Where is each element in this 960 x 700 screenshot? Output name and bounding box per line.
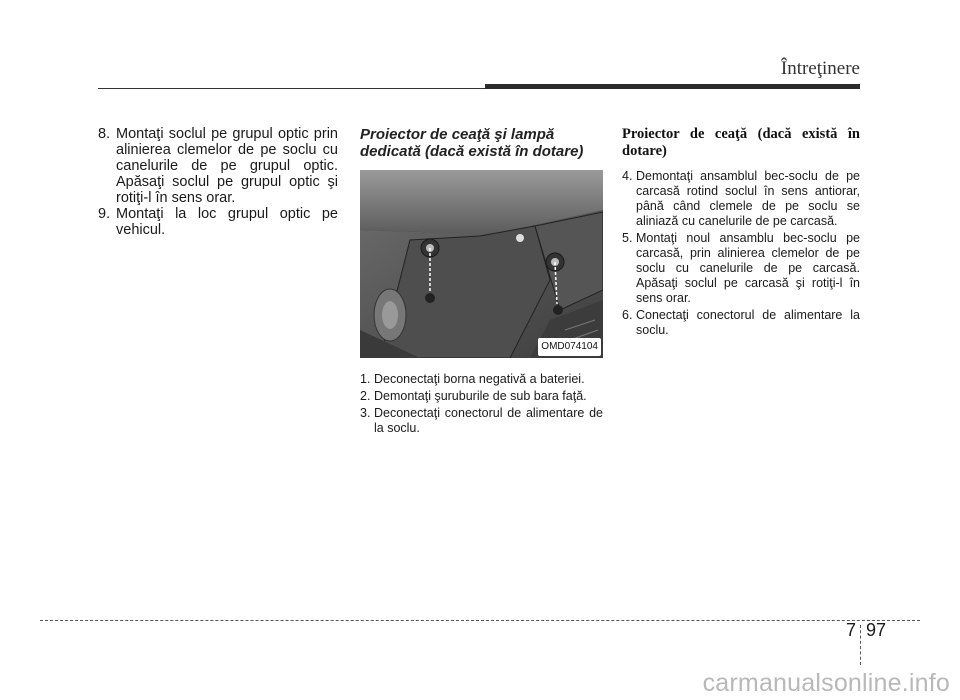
chapter-number: 7 [846, 620, 857, 640]
step-number: 5. [622, 231, 633, 245]
step-number: 6. [622, 308, 633, 322]
column-middle [360, 126, 603, 438]
step-text: Demontaţi ansamblul bec-soclu de pe carcasă rotind soclul în sens antiorar, până când clemele de pe soclu se aliniază cu canelurile de pe carcasă. [636, 169, 860, 228]
step-item [622, 308, 860, 338]
fog-lamp-subsection-heading: Proiector de ceaţă (dacă există în dotare) [622, 126, 860, 159]
step-number: 4. [622, 169, 633, 183]
column-left [98, 126, 338, 238]
step-text: Montaţi noul ansamblu bec-soclu pe carcasă, prin alinierea clemelor de pe soclu cu canelurile de pe carcasă. Apăsaţi soclul pe carcasă şi rotiţi-l în sens orar. [636, 231, 860, 305]
bumper-underside-image [360, 170, 603, 358]
footer-divider [40, 620, 920, 621]
step-item [98, 126, 338, 206]
step-text: Montaţi la loc grupul optic pe vehicul. [116, 206, 338, 238]
step-number: 9. [98, 206, 111, 222]
step-list-middle [360, 372, 603, 436]
header-accent-bar [485, 84, 860, 89]
section-title: Întreţinere [780, 58, 860, 79]
step-item [360, 372, 603, 387]
step-number: 2. [360, 389, 371, 403]
step-item [98, 206, 338, 238]
step-text: Demontaţi şuruburile de sub bara faţă. [374, 389, 587, 403]
step-list-right [622, 169, 860, 338]
watermark: carmanualsonline.info [702, 669, 950, 697]
footer-separator [860, 625, 861, 665]
figure-code: OMD074104 [538, 338, 601, 356]
step-list-left [98, 126, 338, 238]
step-item [360, 389, 603, 404]
step-item [360, 406, 603, 436]
fog-lamp-section-heading: Proiector de ceaţă şi lampă dedicată (dacă există în dotare) [360, 126, 584, 160]
step-number: 3. [360, 406, 371, 420]
bumper-underside-illustration [360, 170, 603, 358]
step-item [622, 169, 860, 229]
page-number: 97 [866, 620, 887, 640]
step-text: Deconectaţi conectorul de alimentare de la soclu. [374, 406, 603, 435]
step-number: 1. [360, 372, 371, 386]
column-right [622, 126, 860, 340]
step-number: 8. [98, 126, 111, 142]
step-item [622, 231, 860, 306]
step-text: Conectaţi conectorul de alimentare la soclu. [636, 308, 860, 337]
step-text: Deconectaţi borna negativă a bateriei. [374, 372, 585, 386]
step-text: Montaţi soclul pe grupul optic prin alinierea clemelor de pe soclu cu canelurile de pe grupul optic. Apăsaţi soclul pe grupul optic şi rotiţi-l în sens orar. [116, 126, 338, 206]
